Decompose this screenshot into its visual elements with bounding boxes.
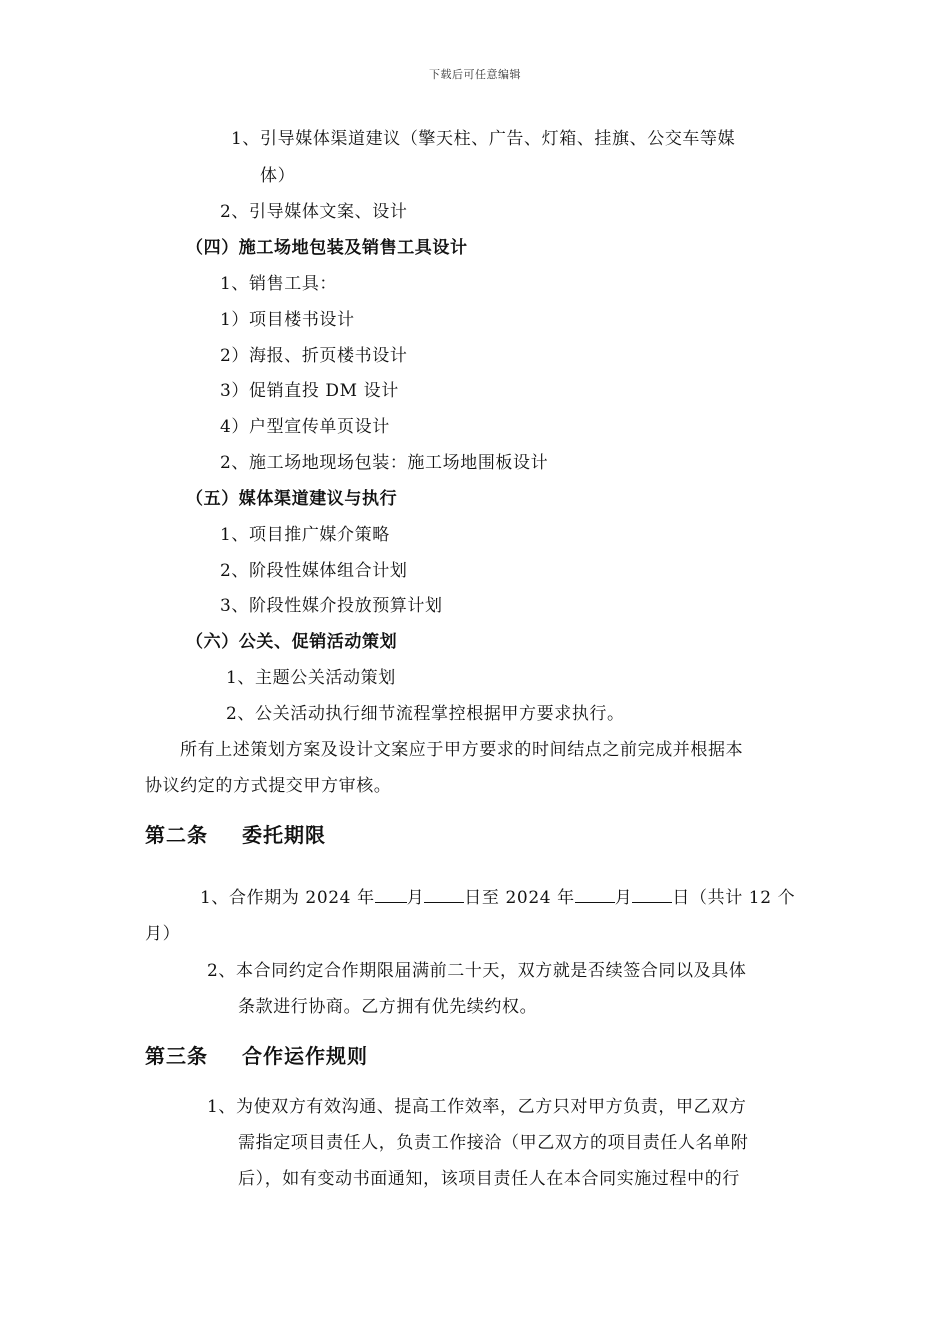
a2-item2-line1: 2、本合同约定合作期限届满前二十天，双方就是否续签合同以及具体	[207, 961, 747, 981]
a2-item1-line1	[200, 886, 795, 909]
section6-heading: （六）公关、促销活动策划	[186, 632, 398, 652]
article2-number: 第二条	[145, 823, 208, 847]
a2-item1-part-c: 日至 2024 年	[464, 888, 575, 908]
s4-sub2: 2）海报、折页楼书设计	[220, 346, 408, 366]
blank-month-start	[375, 886, 407, 903]
blank-day-end	[632, 886, 672, 903]
s3-item1-line1: 1、引导媒体渠道建议（擎天柱、广告、灯箱、挂旗、公交车等媒	[231, 129, 736, 149]
a2-item1-line2: 月）	[145, 924, 181, 944]
s3-item2: 2、引导媒体文案、设计	[220, 202, 408, 222]
article3-heading	[145, 1043, 368, 1069]
article3-number: 第三条	[145, 1044, 208, 1068]
blank-day-start	[424, 886, 464, 903]
article3-title: 合作运作规则	[242, 1044, 368, 1068]
a3-item1-line2: 需指定项目责任人，负责工作接洽（甲乙双方的项目责任人名单附	[238, 1133, 749, 1153]
s4-sub3: 3）促销直投 DM 设计	[220, 381, 399, 401]
section5-heading: （五）媒体渠道建议与执行	[186, 489, 398, 509]
a3-item1-line3: 后），如有变动书面通知，该项目责任人在本合同实施过程中的行	[238, 1169, 740, 1189]
article2-title: 委托期限	[242, 823, 326, 847]
article2-heading	[145, 822, 326, 848]
a2-item2-line2: 条款进行协商。乙方拥有优先续约权。	[238, 997, 538, 1017]
summary-line1: 所有上述策划方案及设计文案应于甲方要求的时间结点之前完成并根据本	[180, 740, 744, 760]
summary-line2: 协议约定的方式提交甲方审核。	[145, 776, 392, 796]
watermark-text: 下载后可任意编辑	[429, 68, 521, 81]
s6-item1: 1、主题公关活动策划	[226, 668, 396, 688]
a2-item1-part-a: 1、合作期为 2024 年	[200, 888, 375, 908]
a2-item1-part-d: 月	[614, 888, 633, 908]
s4-item2: 2、施工场地现场包装：施工场地围板设计	[220, 453, 549, 473]
s6-item2: 2、公关活动执行细节流程掌控根据甲方要求执行。	[226, 704, 625, 724]
s5-item2: 2、阶段性媒体组合计划	[220, 561, 408, 581]
s4-item1: 1、销售工具：	[220, 274, 338, 294]
s4-sub1: 1）项目楼书设计	[220, 310, 355, 330]
a2-item1-part-b: 月	[406, 888, 425, 908]
s5-item3: 3、阶段性媒介投放预算计划	[220, 596, 443, 616]
a2-item1-part-e: 日（共计 12 个	[672, 888, 796, 908]
s5-item1: 1、项目推广媒介策略	[220, 525, 390, 545]
a3-item1-line1: 1、为使双方有效沟通、提高工作效率，乙方只对甲方负责，甲乙双方	[207, 1097, 747, 1117]
section4-heading: （四）施工场地包装及销售工具设计	[186, 238, 468, 258]
s4-sub4: 4）户型宣传单页设计	[220, 417, 390, 437]
blank-month-end	[575, 886, 615, 903]
s3-item1-line2: 体）	[260, 166, 296, 186]
